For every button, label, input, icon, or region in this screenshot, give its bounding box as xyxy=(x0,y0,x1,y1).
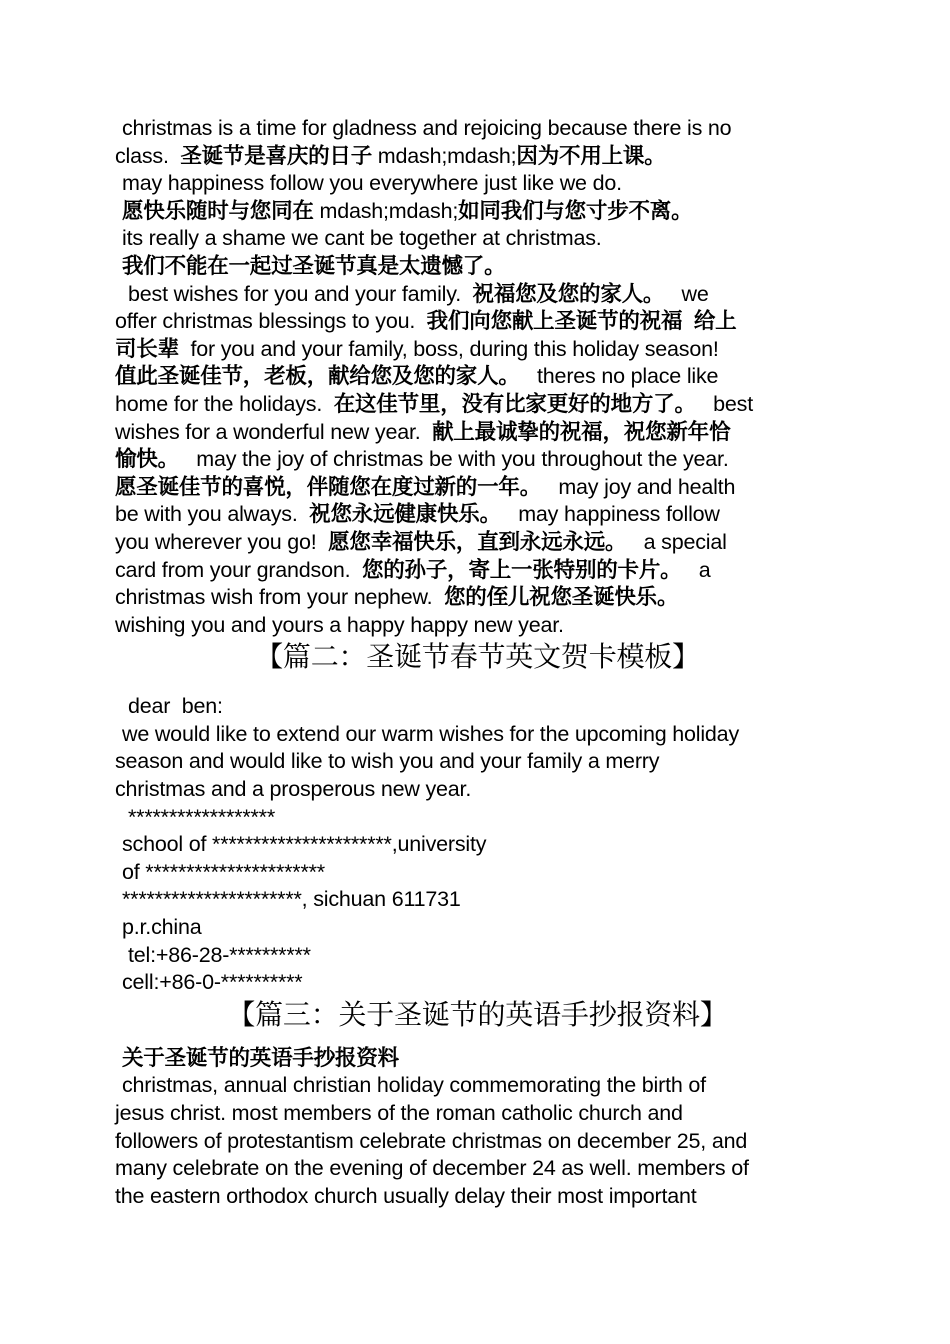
text-span: mdash;mdash; xyxy=(377,143,517,168)
chinese-text: 祝福您及您的家人。 xyxy=(472,281,665,306)
text-line xyxy=(115,831,840,859)
text-line xyxy=(115,1100,840,1128)
text-span: christmas, annual christian holiday commemorating the birth of xyxy=(122,1073,706,1098)
text-span: for you and your family, boss, during this holiday season! xyxy=(190,336,719,361)
document-page xyxy=(115,115,840,1210)
text-span: ****************** xyxy=(128,804,276,829)
text-span: cell:+86-0-********** xyxy=(122,970,303,995)
text-line xyxy=(115,1128,840,1156)
chinese-text: 我们不能在一起过圣诞节真是太遗憾了。 xyxy=(122,253,506,278)
chinese-text: 圣诞节是喜庆的日子 xyxy=(180,143,373,168)
text-line xyxy=(115,969,840,997)
text-span: tel:+86-28-********** xyxy=(128,942,311,967)
chinese-text: 愉快。 xyxy=(115,447,179,472)
text-span: we xyxy=(681,281,709,306)
text-line xyxy=(115,225,840,253)
chinese-text: 愿您幸福快乐，直到永远永远。 xyxy=(328,529,627,554)
chinese-text: 给上 xyxy=(693,309,737,334)
text-line xyxy=(115,336,840,364)
chinese-text: 祝您永远健康快乐。 xyxy=(309,502,501,527)
text-span: you wherever you go! xyxy=(115,529,317,554)
text-line xyxy=(115,612,840,640)
text-span: may the joy of christmas be with you throughout the year. xyxy=(196,447,729,472)
text-line xyxy=(115,776,840,804)
chinese-text: 您的侄儿祝您圣诞快乐。 xyxy=(443,585,679,610)
chinese-text: 值此圣诞佳节，老板，献给您及您的家人。 xyxy=(115,364,520,389)
chinese-text: 愿快乐随时与您同在 xyxy=(122,198,314,223)
text-line xyxy=(115,693,840,721)
text-span: may happiness follow xyxy=(518,502,720,527)
text-span: card from your grandson. xyxy=(115,557,351,582)
text-line xyxy=(115,914,840,942)
text-span: jesus christ. most members of the roman catholic church and xyxy=(115,1101,683,1125)
text-line xyxy=(115,721,840,749)
text-span: a xyxy=(698,557,711,582)
text-line xyxy=(115,363,840,391)
text-span: best wishes for you and your family. xyxy=(128,281,461,306)
text-span: home for the holidays. xyxy=(115,391,323,416)
text-span: mdash;mdash; xyxy=(319,198,459,223)
text-line xyxy=(115,419,840,447)
chinese-text: 愿圣诞佳节的喜悦，伴随您在度过新的一年。 xyxy=(115,474,542,499)
text-span: theres no place like xyxy=(537,364,719,389)
text-span: followers of protestantism celebrate christmas on december 25, and xyxy=(115,1128,748,1153)
text-span: the eastern orthodox church usually delay their most important xyxy=(115,1183,697,1208)
chinese-text: 如同我们与您寸步不离。 xyxy=(458,198,693,223)
text-line xyxy=(115,584,840,612)
chinese-text: 我们向您献上圣诞节的祝福 xyxy=(426,309,683,334)
text-line xyxy=(115,886,840,914)
text-span: wishing you and yours a happy happy new year. xyxy=(115,612,564,637)
section-heading-2: 【篇二：圣诞节春节英文贺卡模板】 xyxy=(255,640,700,674)
text-span: may joy and health xyxy=(558,474,736,499)
text-line xyxy=(115,1045,840,1073)
text-line xyxy=(115,557,840,585)
spacer xyxy=(115,675,840,693)
text-line xyxy=(115,529,840,557)
text-span: school of **********************,university xyxy=(122,832,487,857)
text-line xyxy=(115,143,840,171)
text-span: christmas is a time for gladness and rejoicing because there is no xyxy=(122,116,732,140)
text-span: christmas wish from your nephew. xyxy=(115,585,433,610)
text-span: p.r.china xyxy=(122,915,202,940)
text-line xyxy=(115,253,840,281)
section-heading-3: 【篇三：关于圣诞节的英语手抄报资料】 xyxy=(227,997,728,1031)
text-line xyxy=(115,391,840,419)
text-line xyxy=(115,942,840,970)
text-span: its really a shame we cant be together at christmas. xyxy=(122,226,602,251)
text-span: christmas and a prosperous new year. xyxy=(115,777,472,802)
text-span: wishes for a wonderful new year. xyxy=(115,419,421,444)
text-line xyxy=(115,308,840,336)
text-line xyxy=(115,748,840,776)
text-line xyxy=(115,115,840,143)
chinese-text: 因为不用上课。 xyxy=(516,143,666,168)
text-line xyxy=(115,859,840,887)
text-line xyxy=(115,281,840,309)
text-line xyxy=(115,1072,840,1100)
text-span: best xyxy=(713,391,753,416)
text-line xyxy=(115,1155,840,1183)
chinese-text: 您的孙子，寄上一张特别的卡片。 xyxy=(361,557,682,582)
chinese-text: 在这佳节里，没有比家更好的地方了。 xyxy=(333,391,696,416)
text-line xyxy=(115,198,840,226)
chinese-text: 司长辈 xyxy=(115,336,179,361)
text-span: season and would like to wish you and your family a merry xyxy=(115,749,660,774)
text-span: of ********************** xyxy=(122,859,325,884)
text-line xyxy=(115,474,840,502)
text-span: many celebrate on the evening of december 24 as well. members of xyxy=(115,1156,749,1181)
text-span: may happiness follow you everywhere just like we do. xyxy=(122,171,622,196)
text-span: dear ben: xyxy=(128,694,223,719)
text-line xyxy=(115,501,840,529)
text-span: we would like to extend our warm wishes for the upcoming holiday xyxy=(122,721,739,746)
spacer xyxy=(115,1033,840,1045)
chinese-text: 关于圣诞节的英语手抄报资料 xyxy=(122,1045,399,1070)
text-span: class. xyxy=(115,143,169,168)
text-line xyxy=(115,446,840,474)
chinese-text: 献上最诚挚的祝福，祝您新年恰 xyxy=(432,419,731,444)
text-span: be with you always. xyxy=(115,502,298,527)
text-span: offer christmas blessings to you. xyxy=(115,309,416,334)
text-line xyxy=(115,804,840,832)
text-line xyxy=(115,170,840,198)
text-span: **********************, sichuan 611731 xyxy=(122,887,461,912)
text-line xyxy=(115,1183,840,1211)
text-span: a special xyxy=(643,529,727,554)
